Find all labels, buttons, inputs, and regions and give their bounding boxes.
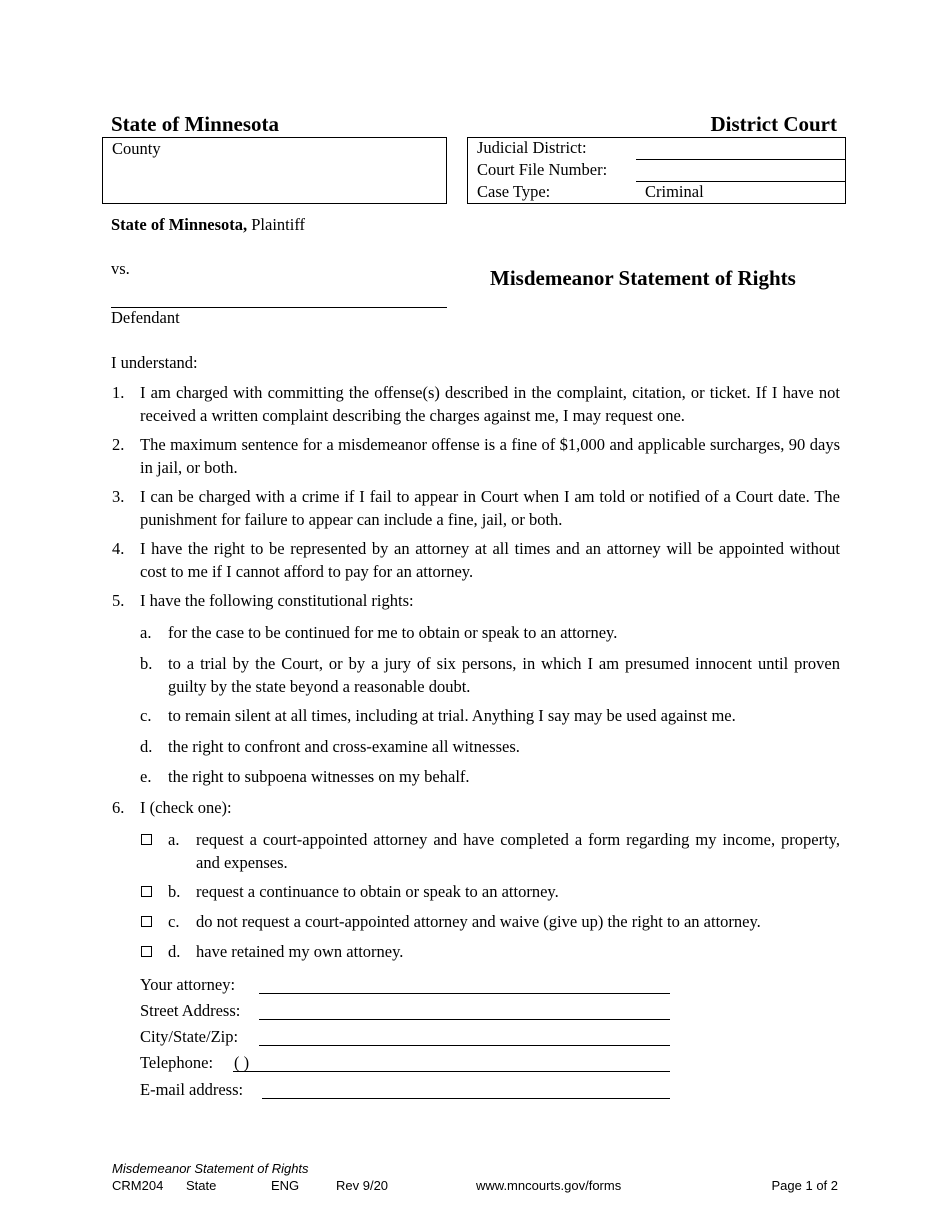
item-number: 5. [112,591,125,610]
street-address-field[interactable] [259,1019,670,1020]
footer-form-code: CRM204 [112,1178,164,1193]
footer-jurisdiction: State [186,1178,217,1193]
item-number: 4. [112,539,125,558]
rights-item [140,736,840,759]
rights-text: the right to subpoena witnesses on my behalf. [168,767,470,786]
item-text: I can be charged with a crime if I fail to appear in Court when I am told or notified of a Court date. The punishment for failure to appear can include a fine, jail, or both. [140,487,840,529]
rights-item [140,622,840,645]
option-letter: c. [168,912,180,931]
plaintiff-role: Plaintiff [251,215,306,234]
item-text: The maximum sentence for a misdemeanor offense is a fine of $1,000 and applicable surcharges, 90 days in jail, or both. [140,435,840,477]
case-type-value: Criminal [645,182,704,201]
list-item [112,486,840,531]
item-number: 1. [112,383,125,402]
option-letter: b. [168,882,181,901]
option-letter: a. [168,830,180,849]
item-text: I have the following constitutional rights: [140,591,414,610]
item-text: I have the right to be represented by an attorney at all times and an attorney will be appointed without cost to me if I cannot afford to pay for an attorney. [140,539,840,581]
rights-item [140,653,840,698]
list-item [112,382,840,427]
attorney-name-label: Your attorney: [140,975,236,994]
telephone-area-code: ( ) [234,1053,250,1072]
versus: vs. [111,259,130,278]
rights-text: to a trial by the Court, or by a jury of six persons, in which I am presumed innocent until proven guilty by the state beyond a reasonable doubt. [168,654,840,696]
city-state-zip-field[interactable] [259,1045,670,1046]
option-text: do not request a court-appointed attorney and waive (give up) the right to an attorney. [196,912,761,931]
footer-url[interactable]: www.mncourts.gov/forms [476,1178,622,1193]
footer-revision: Rev 9/20 [336,1178,389,1193]
check-option [140,829,840,874]
court-heading: District Court [710,112,837,136]
form-title: Misdemeanor Statement of Rights [490,266,796,290]
defendant-label: Defendant [111,308,180,327]
footer-language: ENG [271,1178,300,1193]
check-option [140,881,840,904]
option-b-checkbox[interactable] [141,886,152,897]
county-label: County [112,139,161,158]
item-number: 6. [112,798,125,817]
list-item [112,538,840,583]
case-type-label: Case Type: [477,182,551,201]
case-info-box [467,137,846,204]
rights-letter: b. [140,654,153,673]
option-c-checkbox[interactable] [141,916,152,927]
attorney-name-field[interactable] [259,993,670,994]
option-text: request a court-appointed attorney and have completed a form regarding my income, property, and expenses. [196,830,840,872]
plaintiff-line [111,215,305,235]
rights-letter: a. [140,623,152,642]
rights-letter: c. [140,706,152,725]
rights-letter: e. [140,767,152,786]
court-file-number-label: Court File Number: [477,160,608,179]
list-item [112,434,840,479]
street-address-label: Street Address: [140,1001,241,1020]
judicial-district-field[interactable] [636,159,845,160]
check-option [140,911,840,934]
option-letter: d. [168,942,181,961]
county-box[interactable] [102,137,447,204]
judicial-district-label: Judicial District: [477,138,587,157]
plaintiff-name: State of Minnesota, [111,215,248,234]
list-item [112,590,840,613]
rights-item [140,766,840,789]
city-state-zip-label: City/State/Zip: [140,1027,239,1046]
option-a-checkbox[interactable] [141,834,152,845]
option-text: have retained my own attorney. [196,942,404,961]
item-number: 2. [112,435,125,454]
footer-page-number: Page 1 of 2 [771,1178,838,1193]
item-number: 3. [112,487,125,506]
option-text: request a continuance to obtain or speak to an attorney. [196,882,559,901]
email-field[interactable] [262,1098,670,1099]
rights-letter: d. [140,737,153,756]
rights-item [140,705,840,728]
list-item [112,797,840,820]
telephone-label: Telephone: [140,1053,214,1072]
state-heading: State of Minnesota [111,112,279,136]
check-option [140,941,840,964]
email-label: E-mail address: [140,1080,244,1099]
rights-text: the right to confront and cross-examine all witnesses. [168,737,520,756]
option-d-checkbox[interactable] [141,946,152,957]
rights-text: to remain silent at all times, including at trial. Anything I say may be used against me. [168,706,736,725]
rights-text: for the case to be continued for me to obtain or speak to an attorney. [168,623,618,642]
intro-text: I understand: [111,353,198,372]
telephone-field[interactable] [233,1071,670,1072]
footer-title: Misdemeanor Statement of Rights [112,1161,309,1176]
item-text: I (check one): [140,798,232,817]
item-text: I am charged with committing the offense(s) described in the complaint, citation, or ticket. If I have not received a written complaint describing the charges against me, I may request one. [140,383,840,425]
